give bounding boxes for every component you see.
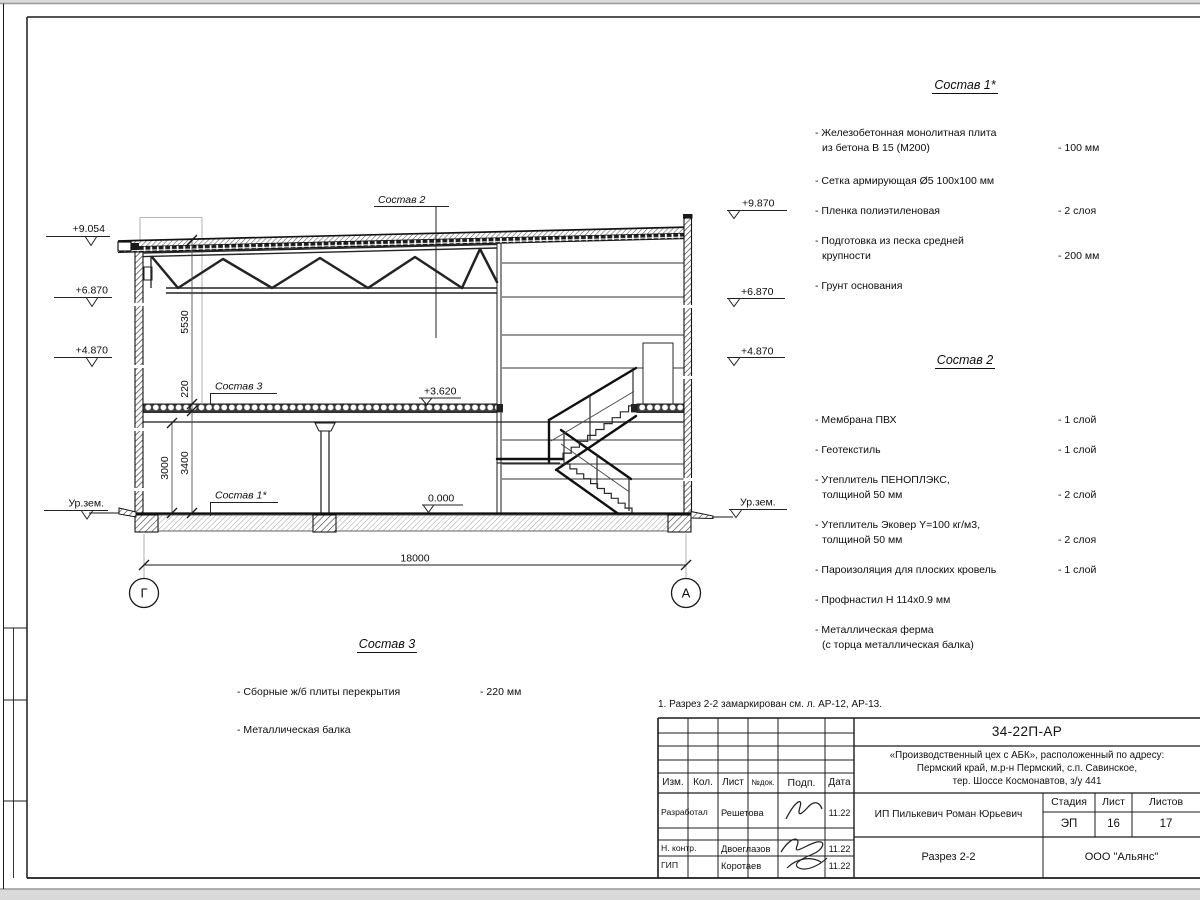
- list-item: - Железобетонная монолитная плита из бетона В 15 (М200) - 100 мм: [815, 127, 1100, 154]
- client-name: ИП Пилькевич Роман Юрьевич: [874, 809, 1023, 821]
- level-mark-zero: [422, 493, 463, 513]
- company-name: ООО "Альянс": [1084, 851, 1159, 864]
- sostav2-title: Состав 2: [936, 353, 994, 367]
- signature-gip: [781, 839, 827, 869]
- svg-text:220: 220: [179, 380, 191, 398]
- callout-sostav1-label: Состав 1*: [215, 489, 267, 502]
- sheets-total: 17: [1159, 817, 1173, 830]
- list-item: - Утеплитель Эковер Y=100 кг/м3, толщиной 50 мм - 2 слоя: [815, 519, 1097, 546]
- axis-letter-right: А: [681, 585, 691, 601]
- svg-text:5530: 5530: [179, 310, 191, 334]
- axis-letter-left: Г: [140, 585, 148, 601]
- vertical-dimensions: [159, 235, 197, 518]
- sheet-title: Разрез 2-2: [921, 851, 976, 864]
- list-item: - Профнастил Н 114х0.9 мм: [815, 594, 951, 606]
- list-item: - Геотекстиль - 1 слой: [815, 444, 1097, 456]
- level-mark-floor: [419, 386, 461, 405]
- list-item: - Утеплитель ПЕНОПЛЭКС, толщиной 50 мм - 2 слой: [815, 474, 1097, 501]
- row-name-dvoeglazov: Двоеглазов: [721, 843, 771, 854]
- interior-column: [315, 423, 335, 513]
- svg-text:+6.870: +6.870: [75, 284, 108, 297]
- svg-text:+3.620: +3.620: [424, 385, 457, 398]
- project-description-line1: «Производственный цех с АБК», расположенный по адресу:: [889, 749, 1165, 761]
- elevation-marks-left: [44, 223, 112, 519]
- signature-razrabotal: [786, 802, 822, 819]
- row-date-3: 11.22: [828, 860, 851, 871]
- sostav1-title: Состав 1*: [934, 78, 996, 92]
- svg-text:+9.870: +9.870: [742, 197, 775, 210]
- left-wall: [134, 252, 153, 514]
- svg-text:Ур.зем.: Ур.зем.: [68, 497, 104, 510]
- right-wall: [683, 218, 694, 515]
- svg-text:+9.054: +9.054: [72, 223, 105, 235]
- list-item: - Пленка полиэтиленовая - 2 слоя: [815, 205, 1097, 217]
- callout-sostav3-label: Состав 3: [215, 380, 263, 393]
- roof-truss: [143, 244, 497, 293]
- staircase: [497, 368, 637, 520]
- list-item: - Сетка армирующая Ø5 100х100 мм: [815, 175, 995, 187]
- list-item: - Пароизоляция для плоских кровель - 1 слой: [815, 564, 1097, 576]
- col-header-izm: Изм.: [662, 777, 684, 789]
- door-opening: [643, 343, 673, 404]
- svg-text:+4.870: +4.870: [741, 345, 774, 358]
- row-role-nkontr: Н. контр.: [661, 843, 697, 854]
- list-item: - Металлическая балка: [237, 724, 351, 736]
- svg-text:+6.870: +6.870: [741, 286, 774, 298]
- col-header-kol: Кол.: [693, 777, 713, 789]
- ground-foundation: [89, 508, 733, 532]
- sheet-number: 16: [1107, 817, 1120, 830]
- sostav1-list: [815, 78, 1200, 308]
- project-description-line3: тер. Шоссе Космонавтов, з/у 441: [952, 775, 1102, 787]
- list-item: - Подготовка из песка средней крупности - 200 мм: [815, 235, 1100, 262]
- sheet-note: 1. Разрез 2-2 замаркирован см. л. АР-12, АР-13.: [658, 699, 883, 710]
- doc-number: 34-22П-АР: [991, 724, 1063, 740]
- svg-text:0.000: 0.000: [428, 492, 455, 505]
- col-header-podp: Подп.: [787, 776, 816, 789]
- callout-sostav2-label: Состав 2: [378, 194, 426, 206]
- row-role-razrabotal: Разработал: [661, 807, 708, 818]
- sostav3-list: [237, 637, 597, 747]
- svg-text:Ур.зем.: Ур.зем.: [740, 496, 776, 509]
- list-item: - Грунт основания: [815, 280, 903, 292]
- svg-text:+4.870: +4.870: [75, 344, 108, 357]
- stage-value: ЭП: [1060, 817, 1078, 830]
- sheet-label: Лист: [1102, 796, 1125, 809]
- svg-text:18000: 18000: [400, 552, 430, 565]
- svg-text:3400: 3400: [179, 451, 191, 475]
- row-date-1: 11.22: [828, 807, 851, 818]
- row-date-2: 11.22: [828, 843, 851, 854]
- row-name-reshetova: Решетова: [721, 807, 764, 818]
- axis-bubbles: [130, 579, 701, 608]
- svg-text:3000: 3000: [159, 456, 171, 480]
- col-header-ndoc: №док.: [751, 778, 775, 788]
- sostav2-list: [815, 353, 1200, 653]
- sostav3-title: Состав 3: [358, 637, 416, 651]
- side-stamp-grid: [4, 628, 28, 878]
- row-role-gip: ГИП: [661, 860, 679, 871]
- list-item: - Мембрана ПВХ - 1 слой: [815, 414, 1097, 426]
- row-name-korotaev: Коротаев: [721, 860, 762, 871]
- project-description-line2: Пермский край, м.р-н Пермский, с.п. Савинское,: [916, 762, 1138, 774]
- list-item: - Металлическая ферма (с торца металлическая балка): [815, 624, 974, 651]
- interior-wall: [497, 243, 501, 513]
- list-item: - Сборные ж/б плиты перекрытия - 220 мм: [237, 686, 522, 698]
- col-header-data: Дата: [828, 777, 851, 789]
- elevation-marks-right: [727, 198, 787, 518]
- floor-slab: [143, 404, 684, 422]
- span-dimension: [139, 553, 691, 571]
- sheets-label: Листов: [1148, 796, 1184, 809]
- stage-label: Стадия: [1051, 796, 1087, 809]
- col-header-list: Лист: [722, 777, 744, 789]
